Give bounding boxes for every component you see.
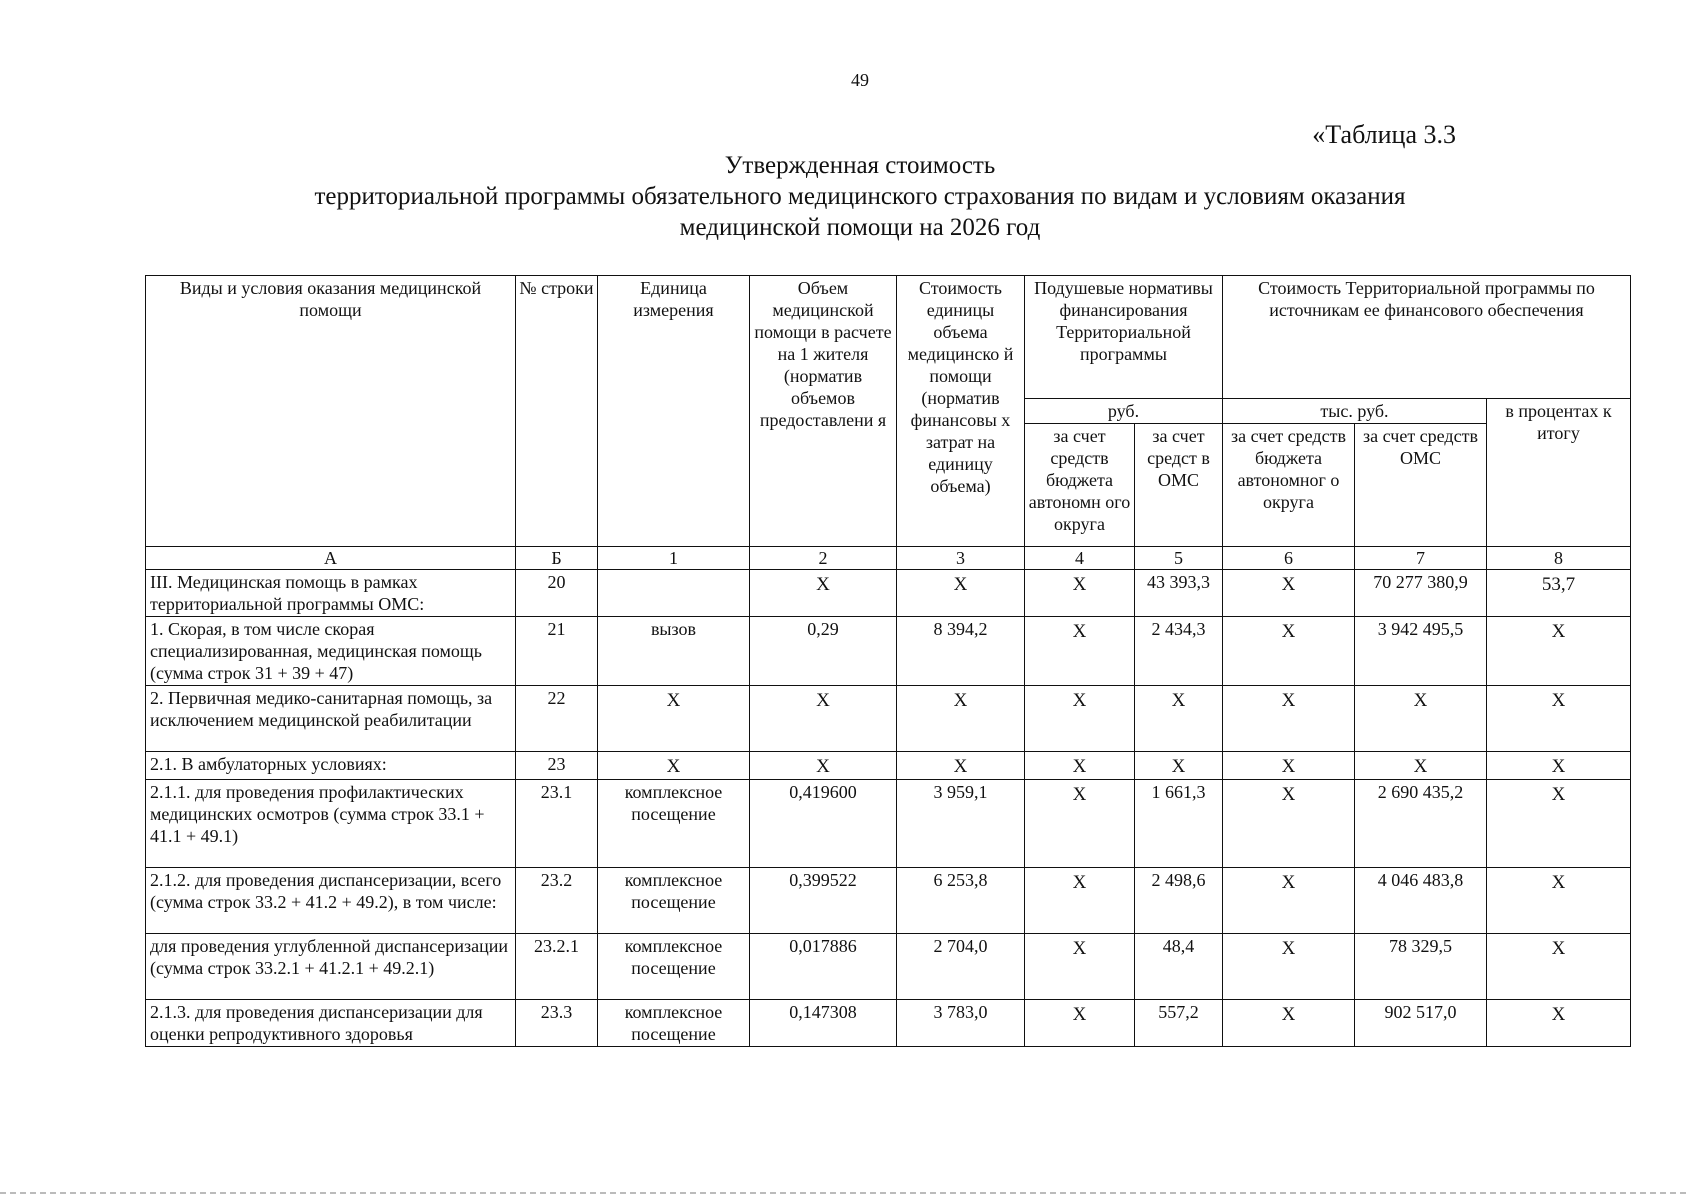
row-per-capita-budget: Х — [1025, 752, 1135, 780]
row-per-capita-budget: Х — [1025, 570, 1135, 617]
col-number: 8 — [1487, 547, 1631, 570]
header-col-2: Объем медицинской помощи в расчете на 1 жителя (норматив объемов предоставлени я — [750, 276, 897, 547]
row-percent: Х — [1487, 617, 1631, 686]
row-cost-budget: Х — [1223, 617, 1355, 686]
row-volume: Х — [750, 570, 897, 617]
row-cost-oms: 78 329,5 — [1355, 934, 1487, 1000]
row-unit: комплексное посещение — [598, 934, 750, 1000]
row-name: III. Медицинская помощь в рамках территориальной программы ОМС: — [146, 570, 516, 617]
row-per-capita-oms: 1 661,3 — [1135, 780, 1223, 868]
row-cost-oms: Х — [1355, 752, 1487, 780]
row-unit: комплексное посещение — [598, 868, 750, 934]
page-number: 49 — [851, 70, 869, 90]
row-percent: Х — [1487, 1000, 1631, 1047]
row-per-capita-oms: Х — [1135, 686, 1223, 752]
row-cost-budget: Х — [1223, 780, 1355, 868]
row-unit-cost: 2 704,0 — [897, 934, 1025, 1000]
header-col-a: Виды и условия оказания медицинской помощи — [146, 276, 516, 547]
table-reference: «Таблица 3.3 — [1312, 120, 1456, 149]
row-per-capita-oms: 43 393,3 — [1135, 570, 1223, 617]
row-line-number: 23.2.1 — [516, 934, 598, 1000]
row-line-number: 23 — [516, 752, 598, 780]
table-row — [146, 570, 1631, 617]
row-per-capita-oms: 557,2 — [1135, 1000, 1223, 1047]
row-per-capita-budget: Х — [1025, 1000, 1135, 1047]
table-row — [146, 617, 1631, 686]
row-unit-cost: Х — [897, 752, 1025, 780]
row-unit-cost: Х — [897, 686, 1025, 752]
row-percent: Х — [1487, 868, 1631, 934]
row-cost-budget: Х — [1223, 686, 1355, 752]
col-number: 3 — [897, 547, 1025, 570]
table-row — [146, 868, 1631, 934]
row-percent: Х — [1487, 752, 1631, 780]
row-per-capita-oms: 2 498,6 — [1135, 868, 1223, 934]
cost-table — [145, 275, 1631, 1047]
header-col-7: за счет средств ОМС — [1355, 424, 1487, 547]
row-cost-oms: 3 942 495,5 — [1355, 617, 1487, 686]
title-line: медицинской помощи на 2026 год — [679, 214, 1041, 241]
header-rub: руб. — [1025, 399, 1223, 424]
row-line-number: 23.2 — [516, 868, 598, 934]
header-col-4: за счет средств бюджета автономн ого округа — [1025, 424, 1135, 547]
header-col-3: Стоимость единицы объема медицинско й помощи (норматив финансовы х затрат на единицу объема) — [897, 276, 1025, 547]
scan-edge-divider — [0, 1192, 1686, 1194]
col-number: 7 — [1355, 547, 1487, 570]
row-unit: Х — [598, 752, 750, 780]
row-cost-budget: Х — [1223, 934, 1355, 1000]
row-cost-budget: Х — [1223, 1000, 1355, 1047]
row-cost-budget: Х — [1223, 570, 1355, 617]
row-percent: Х — [1487, 934, 1631, 1000]
row-name: 2. Первичная медико-санитарная помощь, за исключением медицинской реабилитации — [146, 686, 516, 752]
row-per-capita-budget: Х — [1025, 686, 1135, 752]
col-number: 4 — [1025, 547, 1135, 570]
col-number: 6 — [1223, 547, 1355, 570]
row-per-capita-budget: Х — [1025, 934, 1135, 1000]
row-cost-oms: 70 277 380,9 — [1355, 570, 1487, 617]
row-unit-cost: 8 394,2 — [897, 617, 1025, 686]
table-row — [146, 686, 1631, 752]
header-percent: в процентах к итогу — [1487, 399, 1631, 547]
document-title — [0, 150, 1686, 243]
row-unit-cost: 6 253,8 — [897, 868, 1025, 934]
row-percent: Х — [1487, 780, 1631, 868]
row-name: 2.1.2. для проведения диспансеризации, всего (сумма строк 33.2 + 41.2 + 49.2), в том числе: — [146, 868, 516, 934]
header-per-capita: Подушевые нормативы финансирования Территориальной программы — [1025, 276, 1223, 399]
table-row — [146, 934, 1631, 1000]
row-per-capita-oms: Х — [1135, 752, 1223, 780]
header-col-5: за счет средст в ОМС — [1135, 424, 1223, 547]
col-number: Б — [516, 547, 598, 570]
row-cost-budget: Х — [1223, 868, 1355, 934]
row-name: 2.1.1. для проведения профилактических медицинских осмотров (сумма строк 33.1 + 41.1 + 49.1) — [146, 780, 516, 868]
row-volume: Х — [750, 686, 897, 752]
row-per-capita-budget: Х — [1025, 617, 1135, 686]
row-per-capita-oms: 2 434,3 — [1135, 617, 1223, 686]
row-name: 1. Скорая, в том числе скорая специализированная, медицинская помощь (сумма строк 31 + 39 + 47) — [146, 617, 516, 686]
table-row — [146, 752, 1631, 780]
row-unit: комплексное посещение — [598, 1000, 750, 1047]
row-cost-oms: 902 517,0 — [1355, 1000, 1487, 1047]
row-unit — [598, 570, 750, 617]
header-thous-rub: тыс. руб. — [1223, 399, 1487, 424]
header-col-b: № строки — [516, 276, 598, 547]
row-name: 2.1. В амбулаторных условиях: — [146, 752, 516, 780]
row-line-number: 20 — [516, 570, 598, 617]
table-row — [146, 780, 1631, 868]
row-volume: Х — [750, 752, 897, 780]
table-row — [146, 1000, 1631, 1047]
header-cost: Стоимость Территориальной программы по источникам ее финансового обеспечения — [1223, 276, 1631, 399]
row-volume: 0,399522 — [750, 868, 897, 934]
row-name: 2.1.3. для проведения диспансеризации для оценки репродуктивного здоровья — [146, 1000, 516, 1047]
row-name: для проведения углубленной диспансеризации (сумма строк 33.2.1 + 41.2.1 + 49.2.1) — [146, 934, 516, 1000]
row-line-number: 22 — [516, 686, 598, 752]
row-line-number: 23.3 — [516, 1000, 598, 1047]
row-line-number: 23.1 — [516, 780, 598, 868]
row-unit: комплексное посещение — [598, 780, 750, 868]
row-volume: 0,147308 — [750, 1000, 897, 1047]
col-number: 2 — [750, 547, 897, 570]
row-unit-cost: Х — [897, 570, 1025, 617]
row-cost-oms: 2 690 435,2 — [1355, 780, 1487, 868]
row-volume: 0,29 — [750, 617, 897, 686]
row-per-capita-oms: 48,4 — [1135, 934, 1223, 1000]
row-unit: Х — [598, 686, 750, 752]
row-unit-cost: 3 783,0 — [897, 1000, 1025, 1047]
row-volume: 0,419600 — [750, 780, 897, 868]
row-cost-oms: 4 046 483,8 — [1355, 868, 1487, 934]
col-number: 5 — [1135, 547, 1223, 570]
col-number: 1 — [598, 547, 750, 570]
row-percent: Х — [1487, 686, 1631, 752]
row-volume: 0,017886 — [750, 934, 897, 1000]
row-unit: вызов — [598, 617, 750, 686]
row-unit-cost: 3 959,1 — [897, 780, 1025, 868]
title-line: Утвержденная стоимость — [724, 152, 996, 179]
row-line-number: 21 — [516, 617, 598, 686]
row-per-capita-budget: Х — [1025, 780, 1135, 868]
col-number: А — [146, 547, 516, 570]
header-col-6: за счет средств бюджета автономног о округа — [1223, 424, 1355, 547]
row-cost-budget: Х — [1223, 752, 1355, 780]
header-col-1: Единица измерения — [598, 276, 750, 547]
row-percent: 53,7 — [1487, 570, 1631, 617]
row-per-capita-budget: Х — [1025, 868, 1135, 934]
title-line: территориальной программы обязательного медицинского страхования по видам и условиям оказания — [314, 183, 1406, 210]
row-cost-oms: Х — [1355, 686, 1487, 752]
